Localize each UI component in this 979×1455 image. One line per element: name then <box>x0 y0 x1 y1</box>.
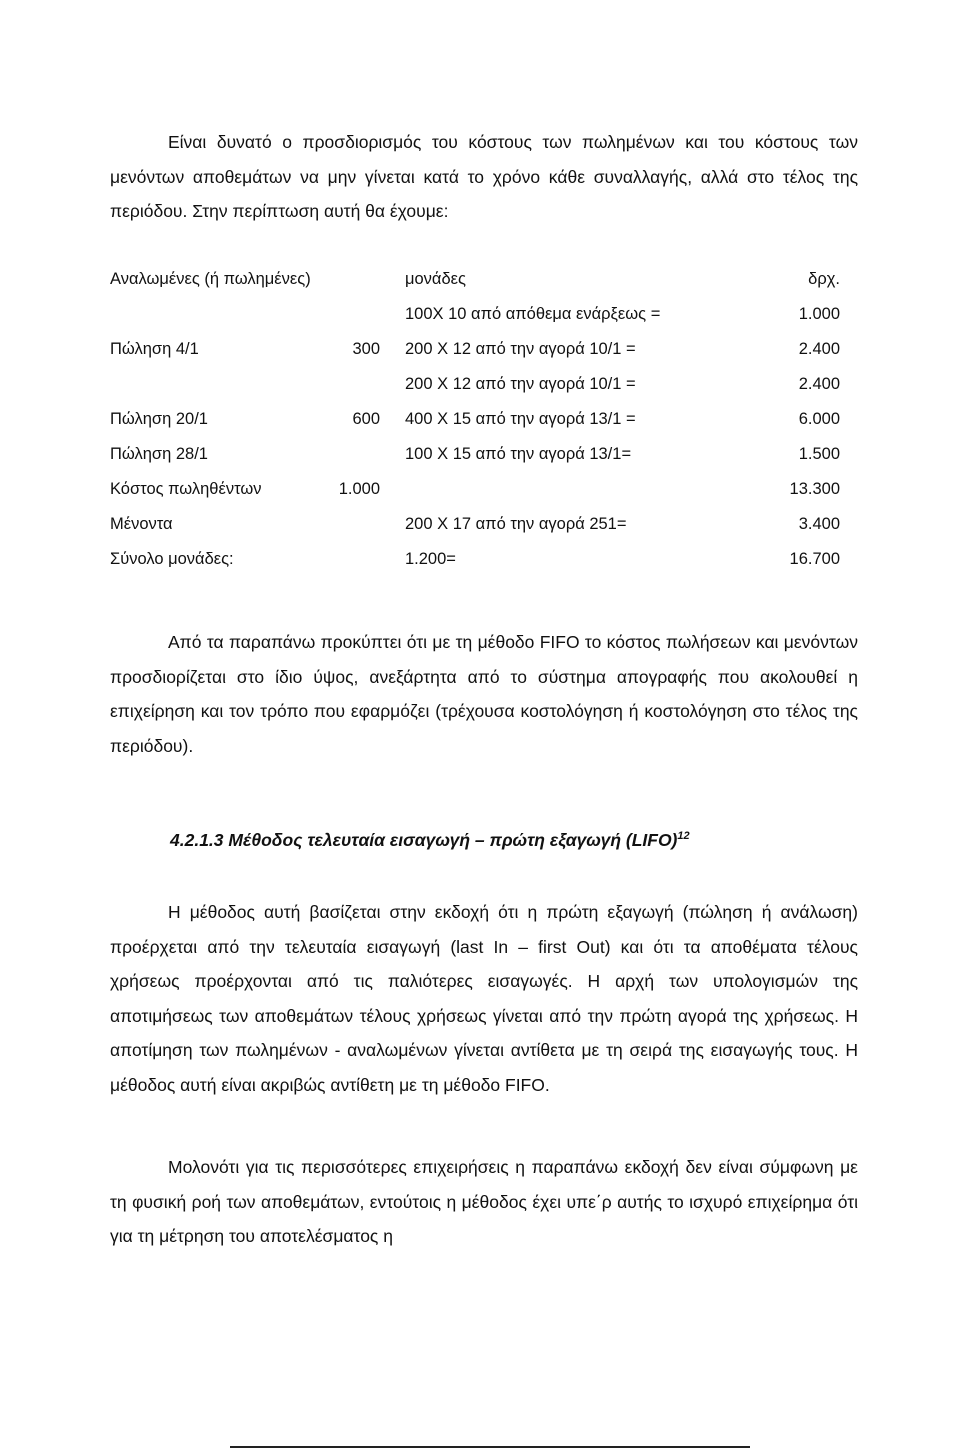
row-label: Πώληση 20/1 <box>110 410 208 428</box>
row-label: Σύνολο μονάδες: <box>110 550 234 568</box>
row-amount: 2.400 <box>798 375 840 393</box>
row-amount: 2.400 <box>798 340 840 358</box>
table-row <box>0 305 979 335</box>
table-row <box>0 340 979 370</box>
footnote-divider <box>230 1446 750 1448</box>
intro-paragraph <box>110 125 858 229</box>
row-calculation: 100 Χ 15 από την αγορά 13/1= <box>405 445 632 463</box>
table-row <box>0 445 979 475</box>
table-row <box>0 515 979 545</box>
row-label: Κόστος πωληθέντων <box>110 480 262 498</box>
row-amount: 13.300 <box>789 480 840 498</box>
row-amount: 6.000 <box>798 410 840 428</box>
row-amount: 3.400 <box>798 515 840 533</box>
intro-text: Είναι δυνατό ο προσδιορισμός του κόστους των πωλημένων και του κόστους των μενόντων αποθεμάτων να μην γίνεται κατά το χρόνο κάθε συναλλαγής, αλλά στο τέλος της περιόδου. Στην περίπτωση αυτή θα έχουμε: <box>110 132 858 221</box>
row-calculation: 200 Χ 17 από την αγορά 251= <box>405 515 627 533</box>
table-row <box>0 480 979 510</box>
row-quantity: 300 <box>352 340 380 358</box>
row-quantity: 600 <box>352 410 380 428</box>
table-row <box>0 550 979 580</box>
lifo-text-1: Η μέθοδος αυτή βασίζεται στην εκδοχή ότι η πρώτη εξαγωγή (πώληση ή ανάλωση) προέρχεται από την τελευταία εισαγωγή (last In – first Out) και ότι τα αποθέματα τέλους χρήσεως προέρχονται από τις παλιότερες εισαγωγές. Η αρχή των υπολογισμών της αποτιμήσεως των αποθεμάτων τέλους χρήσεως γίνεται από την πρώτη αγορά της χρήσεως. Η αποτίμηση των πωλημένων - αναλωμένων γίνεται αντίθετα με τη σειρά της εισαγωγής τους. Η μέθοδος αυτή είναι ακριβώς αντίθετη με τη μέθοδο FIFO. <box>110 902 858 1095</box>
row-calculation: 200 Χ 12 από την αγορά 10/1 = <box>405 340 636 358</box>
table-row <box>0 375 979 405</box>
row-amount: 1.000 <box>798 305 840 323</box>
fifo-conclusion-paragraph <box>110 625 858 763</box>
section-title: 4.2.1.3 Μέθοδος τελευταία εισαγωγή – πρώτη εξαγωγή (LIFO) <box>170 830 678 850</box>
lifo-paragraph-2 <box>110 1150 858 1254</box>
table-row <box>0 410 979 440</box>
row-quantity: 1.000 <box>338 480 380 498</box>
row-amount: 1.500 <box>798 445 840 463</box>
section-heading <box>170 830 690 851</box>
row-label: Πώληση 28/1 <box>110 445 208 463</box>
footnote-marker: 12 <box>677 830 690 843</box>
header-currency: δρχ. <box>808 270 840 288</box>
lifo-text-2: Μολονότι για τις περισσότερες επιχειρήσεις η παραπάνω εκδοχή δεν είναι σύμφωνη με τη φυσική ροή των αποθεμάτων, εντούτοις η μέθοδος έχει υπε΄ρ αυτής το ισχυρό επιχείρημα ότι για τη μέτρηση του αποτελέσματος η <box>110 1157 858 1246</box>
lifo-paragraph-1 <box>110 895 858 1102</box>
header-label: Αναλωμένες (ή πωλημένες) <box>110 270 311 288</box>
row-calculation: 400 Χ 15 από την αγορά 13/1 = <box>405 410 636 428</box>
row-calculation: 200 Χ 12 από την αγορά 10/1 = <box>405 375 636 393</box>
fifo-conclusion-text: Από τα παραπάνω προκύπτει ότι με τη μέθοδο FIFO το κόστος πωλήσεων και μενόντων προσδιορίζεται στο ίδιο ύψος, ανεξάρτητα από το σύστημα απογραφής που ακολουθεί η επιχείρηση και τον τρόπο που εφαρμόζει (τρέχουσα κοστολόγηση ή κοστολόγηση στο τέλος της περιόδου). <box>110 632 858 756</box>
header-units: μονάδες <box>405 270 466 288</box>
row-amount: 16.700 <box>789 550 840 568</box>
table-header <box>0 270 979 300</box>
row-label: Μένοντα <box>110 515 173 533</box>
row-label: Πώληση 4/1 <box>110 340 199 358</box>
row-calculation: 100Χ 10 από απόθεμα ενάρξεως = <box>405 305 661 323</box>
row-calculation: 1.200= <box>405 550 456 568</box>
